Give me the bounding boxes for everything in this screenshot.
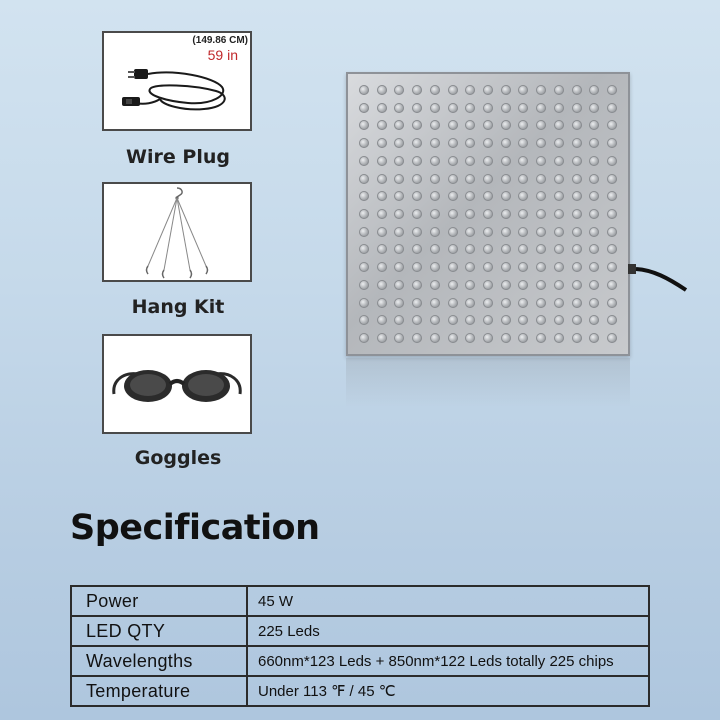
led-bead [536,262,546,272]
led-bead [430,333,440,343]
led-bead [412,244,422,254]
led-bead [465,174,475,184]
led-bead [448,191,458,201]
led-bead [412,174,422,184]
led-bead [412,262,422,272]
spec-value: 225 Leds [247,616,649,646]
led-bead [448,103,458,113]
led-bead [554,244,564,254]
led-bead [430,191,440,201]
led-bead [554,298,564,308]
led-bead [448,174,458,184]
wire-plug-image-box [102,31,252,131]
led-bead [501,315,511,325]
led-bead [572,227,582,237]
led-bead [589,85,599,95]
wire-plug-label: Wire Plug [126,146,230,168]
led-bead [554,280,564,290]
led-bead [412,333,422,343]
led-bead [394,227,404,237]
led-bead [501,209,511,219]
led-bead [377,315,387,325]
spec-key: Wavelengths [71,646,247,676]
led-bead [377,209,387,219]
led-panel-image [330,60,690,420]
led-bead [518,227,528,237]
led-bead [589,191,599,201]
power-cord-with-switch-icon [104,33,250,129]
led-bead [572,85,582,95]
led-bead [607,315,617,325]
led-bead [536,85,546,95]
led-bead [430,120,440,130]
led-bead [377,191,387,201]
led-bead [483,120,493,130]
goggles-label: Goggles [134,447,222,469]
led-bead [483,333,493,343]
led-bead [607,333,617,343]
led-bead [518,103,528,113]
spec-key: Temperature [71,676,247,706]
led-bead [572,209,582,219]
led-bead [430,156,440,166]
led-bead [430,315,440,325]
led-bead [536,280,546,290]
led-bead [483,191,493,201]
led-bead [483,315,493,325]
led-bead [465,156,475,166]
led-bead [554,209,564,219]
led-bead [554,120,564,130]
led-bead [394,103,404,113]
led-bead [394,174,404,184]
led-bead [536,315,546,325]
led-bead [607,120,617,130]
led-bead [518,244,528,254]
led-bead [501,298,511,308]
table-row [71,646,649,676]
led-bead [430,138,440,148]
led-bead [394,315,404,325]
led-bead [465,244,475,254]
goggles-image-box [102,334,252,434]
led-bead [607,280,617,290]
led-bead [377,227,387,237]
led-bead [536,209,546,219]
led-bead [412,209,422,219]
specification-table [70,585,650,707]
led-bead [448,227,458,237]
led-bead [448,138,458,148]
led-bead [359,280,369,290]
led-bead [554,262,564,272]
led-bead [394,244,404,254]
led-bead [448,315,458,325]
led-bead [572,174,582,184]
led-bead [536,103,546,113]
led-bead [572,244,582,254]
led-bead [377,103,387,113]
led-bead [536,156,546,166]
led-bead [359,315,369,325]
led-bead [501,120,511,130]
led-bead [501,333,511,343]
hang-kit-label: Hang Kit [131,296,225,318]
spec-key: Power [71,586,247,616]
led-bead [359,138,369,148]
led-bead [465,138,475,148]
led-bead [412,227,422,237]
led-bead [572,156,582,166]
led-bead [483,138,493,148]
led-bead [359,191,369,201]
led-bead [589,298,599,308]
led-bead [607,138,617,148]
led-bead [448,120,458,130]
led-bead [536,298,546,308]
led-bead [412,298,422,308]
cable-length-in: 59 in [207,47,238,63]
led-bead [430,244,440,254]
led-bead [518,191,528,201]
led-bead [394,138,404,148]
led-bead [394,280,404,290]
led-bead [554,333,564,343]
led-bead [518,156,528,166]
led-bead [359,209,369,219]
spec-value: 660nm*123 Leds + 850nm*122 Leds totally 225 chips [247,646,649,676]
led-bead [412,156,422,166]
led-bead [589,333,599,343]
led-bead [430,262,440,272]
spec-value: Under 113 ℉ / 45 ℃ [247,676,649,706]
led-bead [377,280,387,290]
led-bead [430,209,440,219]
led-bead [448,209,458,219]
led-bead [359,120,369,130]
led-bead [448,298,458,308]
led-bead [430,103,440,113]
led-bead [430,280,440,290]
led-bead [589,103,599,113]
led-bead [589,209,599,219]
led-bead [483,85,493,95]
led-bead [589,227,599,237]
table-row [71,616,649,646]
led-bead [465,85,475,95]
led-bead [359,156,369,166]
specification-title: Specification [70,508,320,548]
led-bead [412,120,422,130]
led-bead [448,244,458,254]
table-row [71,676,649,706]
led-bead [430,227,440,237]
led-bead [359,227,369,237]
led-bead [483,156,493,166]
led-bead [394,120,404,130]
led-bead [377,156,387,166]
led-bead [607,244,617,254]
safety-goggles-icon [104,336,250,432]
led-bead [607,209,617,219]
led-bead [607,191,617,201]
led-bead [448,333,458,343]
table-row [71,586,649,616]
led-bead [501,103,511,113]
led-bead [518,315,528,325]
led-bead [377,120,387,130]
led-bead [607,85,617,95]
led-bead [377,298,387,308]
led-bead [412,191,422,201]
led-bead [377,85,387,95]
led-bead [554,191,564,201]
led-bead [465,333,475,343]
led-bead [359,244,369,254]
led-bead [572,280,582,290]
led-bead [536,138,546,148]
led-bead [465,315,475,325]
led-bead [501,244,511,254]
led-bead [536,191,546,201]
led-bead [572,333,582,343]
led-bead [359,262,369,272]
led-bead [589,120,599,130]
led-bead [518,138,528,148]
led-bead [448,156,458,166]
led-bead [518,333,528,343]
power-cord-icon [628,260,688,300]
led-bead [536,174,546,184]
led-bead [589,262,599,272]
led-grid [355,81,621,347]
led-bead [465,280,475,290]
led-bead [589,244,599,254]
led-bead [572,315,582,325]
led-bead [377,333,387,343]
led-bead [518,280,528,290]
led-bead [554,174,564,184]
led-bead [518,174,528,184]
led-bead [465,191,475,201]
led-bead [589,315,599,325]
led-bead [412,103,422,113]
led-bead [501,280,511,290]
led-bead [483,244,493,254]
led-bead [394,156,404,166]
led-bead [483,280,493,290]
led-bead [589,174,599,184]
led-bead [483,174,493,184]
led-bead [518,298,528,308]
led-bead [607,262,617,272]
led-bead [554,85,564,95]
led-bead [465,120,475,130]
led-bead [536,244,546,254]
led-bead [412,85,422,95]
led-bead [589,138,599,148]
led-bead [359,103,369,113]
led-bead [359,333,369,343]
led-bead [377,244,387,254]
led-bead [572,298,582,308]
led-bead [501,191,511,201]
cable-length-cm: (149.86 CM) [192,35,248,46]
led-bead [412,138,422,148]
led-bead [607,156,617,166]
hang-kit-image-box [102,182,252,282]
led-bead [501,85,511,95]
led-bead [554,227,564,237]
led-bead [465,262,475,272]
spec-key: LED QTY [71,616,247,646]
led-bead [536,333,546,343]
led-bead [465,209,475,219]
led-bead [518,209,528,219]
led-bead [448,85,458,95]
led-bead [483,103,493,113]
led-bead [483,209,493,219]
led-bead [377,262,387,272]
led-bead [448,280,458,290]
led-bead [483,262,493,272]
led-bead [607,174,617,184]
led-bead [412,315,422,325]
led-bead [572,262,582,272]
led-bead [377,138,387,148]
led-bead [501,174,511,184]
led-bead [572,103,582,113]
led-bead [465,298,475,308]
led-bead [572,191,582,201]
led-bead [536,120,546,130]
led-bead [607,103,617,113]
spec-value: 45 W [247,586,649,616]
led-bead [518,262,528,272]
led-bead [554,138,564,148]
led-bead [430,298,440,308]
led-bead [483,298,493,308]
led-bead [501,227,511,237]
led-bead [607,227,617,237]
led-bead [501,138,511,148]
led-bead [412,280,422,290]
led-bead [377,174,387,184]
led-bead [359,174,369,184]
led-bead [394,262,404,272]
panel-reflection [346,358,630,408]
led-bead [465,103,475,113]
led-bead [430,174,440,184]
led-bead [589,156,599,166]
led-bead [554,156,564,166]
led-bead [554,315,564,325]
led-bead [430,85,440,95]
led-bead [448,262,458,272]
led-bead [589,280,599,290]
led-bead [394,209,404,219]
led-bead [607,298,617,308]
led-bead [572,138,582,148]
led-bead [359,85,369,95]
led-bead [394,85,404,95]
led-bead [518,85,528,95]
led-bead [394,298,404,308]
led-panel-body [346,72,630,356]
led-bead [501,156,511,166]
led-bead [518,120,528,130]
led-bead [483,227,493,237]
led-bead [572,120,582,130]
hanging-kit-icon [104,184,250,280]
led-bead [394,333,404,343]
led-bead [359,298,369,308]
led-bead [536,227,546,237]
led-bead [501,262,511,272]
led-bead [465,227,475,237]
led-bead [554,103,564,113]
led-bead [394,191,404,201]
